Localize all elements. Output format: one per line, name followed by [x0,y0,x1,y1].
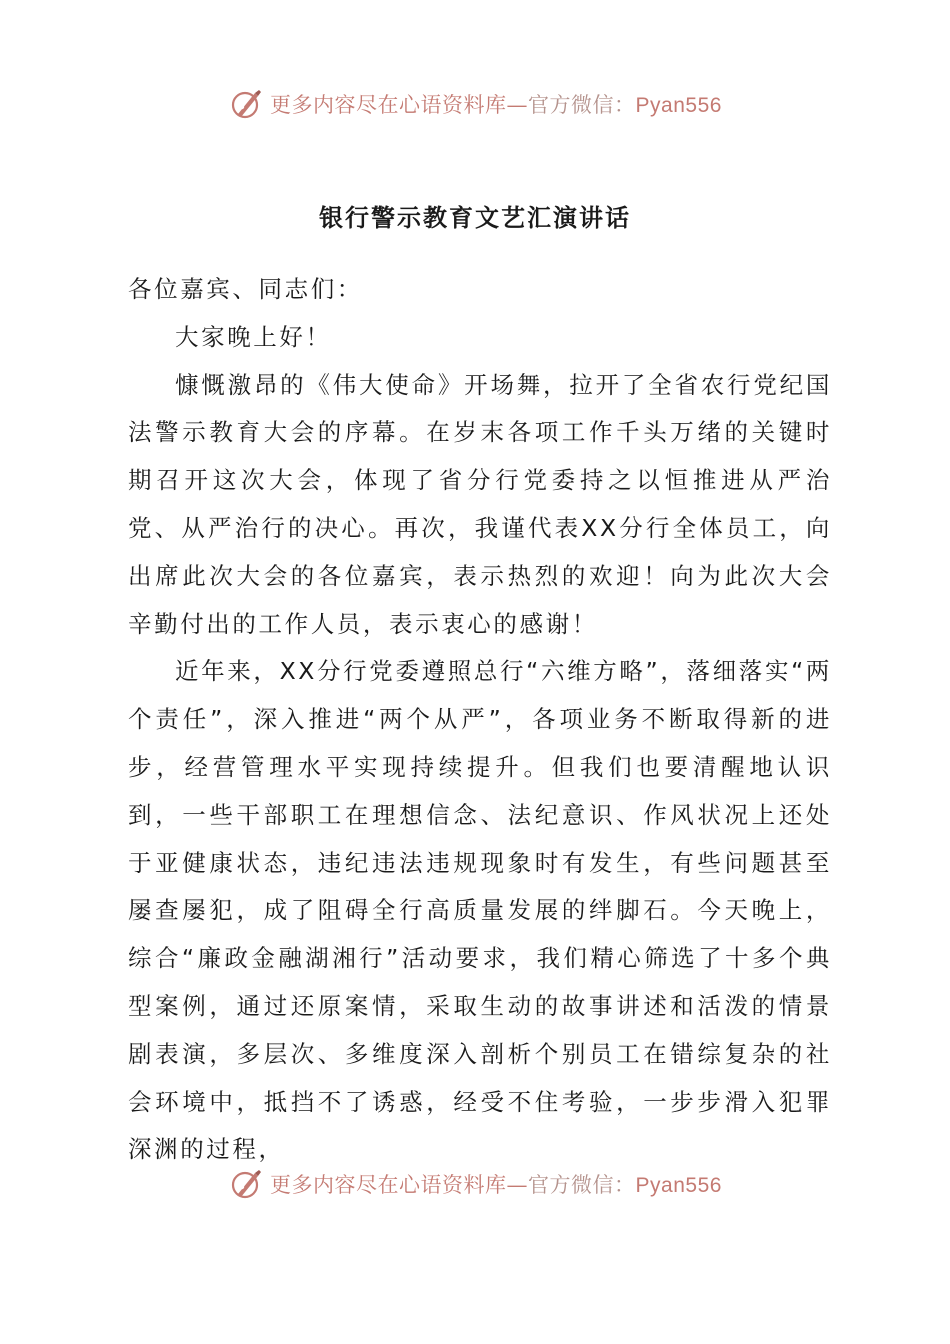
document-title: 银行警示教育文艺汇演讲话 [319,204,631,232]
footer-watermark [0,1162,950,1206]
watermark-text: 更多内容尽在心语资料库—官方微信：Pyan556 [270,1173,722,1197]
pen-logo-icon [228,86,264,122]
document-body [128,266,832,1174]
paragraph: 近年来，XX分行党委遵照总行“六维方略”，落细落实“两个责任”，深入推进“两个从严”，各项业务不断取得新的进步，经营管理水平实现持续提升。但我们也要清醒地认识到，一些干部职工在理想信念、法纪意识、作风状况上还处于亚健康状态，违纪违法违规现象时有发生，有些问题甚至屡查屡犯，成了阻碍全行高质量发展的绊脚石。今天晚上，综合“廉政金融湖湘行”活动要求，我们精心筛选了十多个典型案例，通过还原案情，采取生动的故事讲述和活泼的情景剧表演，多层次、多维度深入剖析个别员工在错综复杂的社会环境中，抵挡不了诱惑，经受不住考验，一步步滑入犯罪深渊的过程， [128,657,832,1164]
watermark-text: 更多内容尽在心语资料库—官方微信：Pyan556 [270,93,722,117]
salutation: 各位嘉宾、同志们： [128,275,363,303]
paragraph: 慷慨激昂的《伟大使命》开场舞，拉开了全省农行党纪国法警示教育大会的序幕。在岁末各项工作千头万绪的关键时期召开这次大会，体现了省分行党委持之以恒推进从严治党、从严治行的决心。再次，我谨代表XX分行全体员工，向出席此次大会的各位嘉宾，表示热烈的欢迎！向为此次大会辛勤付出的工作人员，表示衷心的感谢！ [128,370,832,638]
paragraph: 大家晚上好！ [175,322,332,351]
header-watermark [0,82,950,126]
pen-logo-icon [228,1166,264,1202]
